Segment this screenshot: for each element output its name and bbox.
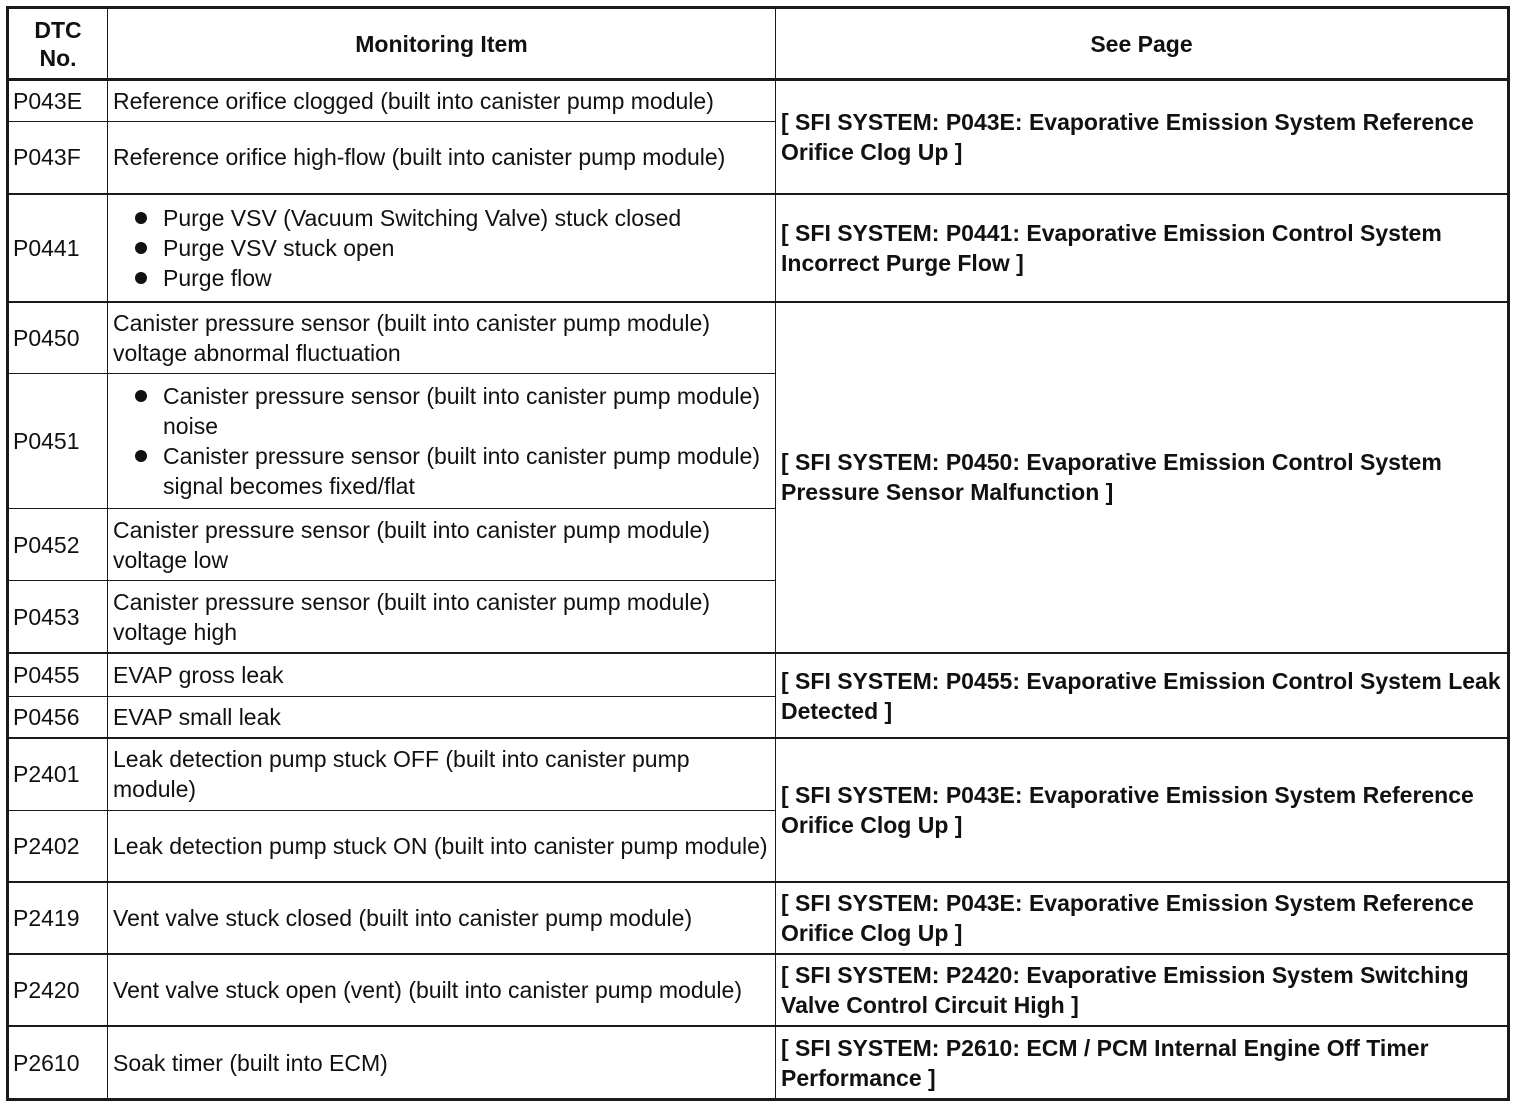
see-page-link[interactable]: [ SFI SYSTEM: P0441: Evaporative Emission Control System Incorrect Purge Flow ] <box>776 194 1509 302</box>
monitoring-item: Canister pressure sensor (built into canister pump module) voltage abnormal fluctuation <box>108 302 776 374</box>
monitoring-item: EVAP gross leak <box>108 653 776 696</box>
table-row <box>8 954 1509 1026</box>
dtc-no-header <box>8 8 108 80</box>
dtc-code: P0453 <box>8 581 108 653</box>
dtc-code: P0455 <box>8 653 108 696</box>
see-page-link[interactable]: [ SFI SYSTEM: P2610: ECM / PCM Internal Engine Off Timer Performance ] <box>776 1026 1509 1099</box>
dtc-code: P0450 <box>8 302 108 374</box>
monitoring-item: Vent valve stuck open (vent) (built into canister pump module) <box>108 954 776 1026</box>
monitoring-item: Reference orifice high-flow (built into canister pump module) <box>108 122 776 194</box>
monitoring-item <box>108 194 776 302</box>
monitoring-item: Vent valve stuck closed (built into canister pump module) <box>108 882 776 954</box>
dtc-code: P2402 <box>8 810 108 882</box>
monitoring-item: Leak detection pump stuck ON (built into canister pump module) <box>108 810 776 882</box>
dtc-code: P0452 <box>8 509 108 581</box>
see-page-link[interactable]: [ SFI SYSTEM: P2420: Evaporative Emission System Switching Valve Control Circuit High ] <box>776 954 1509 1026</box>
see-page-link[interactable]: [ SFI SYSTEM: P0455: Evaporative Emission Control System Leak Detected ] <box>776 653 1509 738</box>
list-item: Purge VSV (Vacuum Switching Valve) stuck closed <box>113 203 770 233</box>
bullet-list <box>113 203 770 293</box>
dtc-code: P2420 <box>8 954 108 1026</box>
dtc-table <box>6 6 1510 1101</box>
see-page-link[interactable]: [ SFI SYSTEM: P0450: Evaporative Emission Control System Pressure Sensor Malfunction ] <box>776 302 1509 653</box>
list-item: Purge VSV stuck open <box>113 233 770 263</box>
table-row <box>8 738 1509 810</box>
dtc-code: P0441 <box>8 194 108 302</box>
dtc-header-line1: DTC <box>34 16 82 43</box>
header-row <box>8 8 1509 80</box>
table-row <box>8 80 1509 122</box>
table-row <box>8 302 1509 374</box>
monitoring-item <box>108 374 776 509</box>
monitoring-item: Leak detection pump stuck OFF (built into canister pump module) <box>108 738 776 810</box>
dtc-code: P2610 <box>8 1026 108 1099</box>
table-row <box>8 882 1509 954</box>
table-row <box>8 1026 1509 1099</box>
dtc-code: P0451 <box>8 374 108 509</box>
see-page-header: See Page <box>776 8 1509 80</box>
monitoring-item: Canister pressure sensor (built into canister pump module) voltage low <box>108 509 776 581</box>
table-row <box>8 653 1509 696</box>
list-item: Canister pressure sensor (built into canister pump module) signal becomes fixed/flat <box>113 441 770 501</box>
dtc-code: P043F <box>8 122 108 194</box>
dtc-code: P2401 <box>8 738 108 810</box>
monitoring-item: Canister pressure sensor (built into canister pump module) voltage high <box>108 581 776 653</box>
dtc-code: P2419 <box>8 882 108 954</box>
monitoring-item-header: Monitoring Item <box>108 8 776 80</box>
see-page-link[interactable]: [ SFI SYSTEM: P043E: Evaporative Emission System Reference Orifice Clog Up ] <box>776 738 1509 882</box>
list-item: Canister pressure sensor (built into canister pump module) noise <box>113 381 770 441</box>
see-page-link[interactable]: [ SFI SYSTEM: P043E: Evaporative Emission System Reference Orifice Clog Up ] <box>776 80 1509 194</box>
monitoring-item: EVAP small leak <box>108 696 776 738</box>
monitoring-item: Soak timer (built into ECM) <box>108 1026 776 1099</box>
dtc-code: P043E <box>8 80 108 122</box>
list-item: Purge flow <box>113 263 770 293</box>
bullet-list <box>113 381 770 501</box>
table-row <box>8 194 1509 302</box>
see-page-link[interactable]: [ SFI SYSTEM: P043E: Evaporative Emission System Reference Orifice Clog Up ] <box>776 882 1509 954</box>
dtc-header-line2: No. <box>39 44 77 71</box>
dtc-code: P0456 <box>8 696 108 738</box>
monitoring-item: Reference orifice clogged (built into canister pump module) <box>108 80 776 122</box>
